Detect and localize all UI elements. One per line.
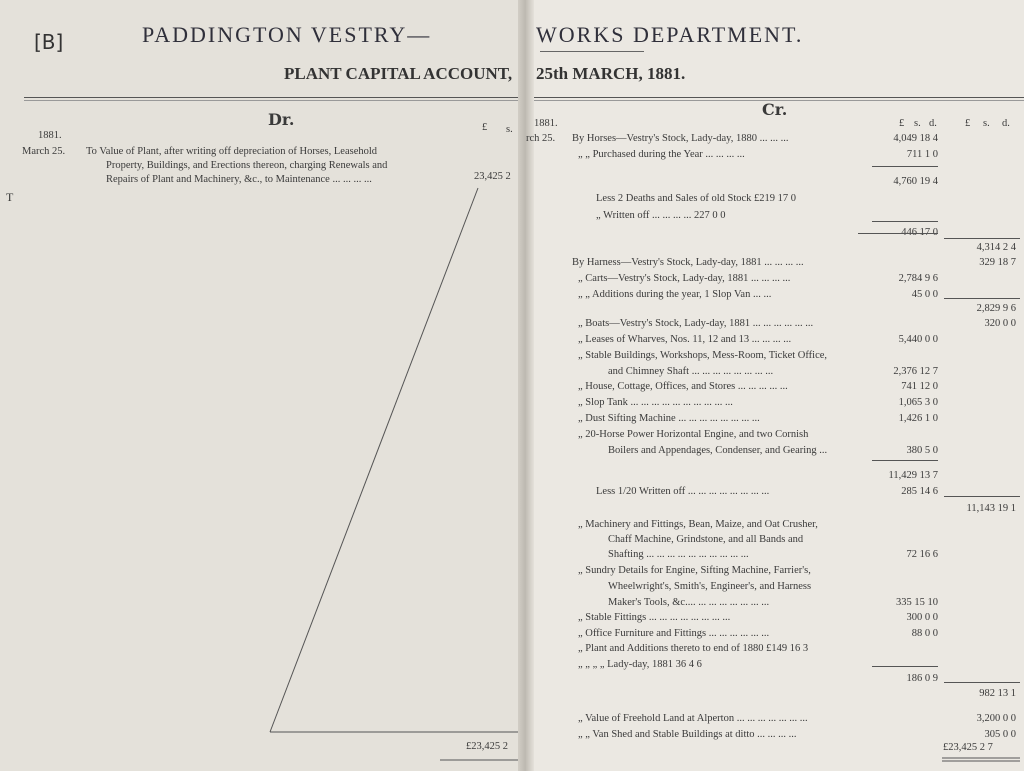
credit-line-amount-col1: 1,426 1 0 — [898, 413, 938, 424]
credit-line-text: By Horses—Vestry's Stock, Lady-day, 1880 ... ... ... — [572, 133, 789, 144]
credit-line-text: „ Stable Buildings, Workshops, Mess-Room, Ticket Office, — [578, 350, 828, 361]
subtitle-left: PLANT CAPITAL ACCOUNT, — [284, 64, 513, 83]
title-right: WORKS DEPARTMENT. — [536, 22, 804, 47]
debit-line-3: Repairs of Plant and Machinery, &c., to Maintenance ... ... ... ... — [106, 174, 372, 185]
credit-line-text: Maker's Tools, &c.... ... ... ... ... ... ... ... — [608, 597, 770, 608]
credit-line-text: „ House, Cottage, Offices, and Stores ... ... ... ... ... — [578, 381, 788, 392]
credit-line-text: Less 2 Deaths and Sales of old Stock £219 17 0 — [596, 193, 797, 204]
credit-line-text: „ Written off ... ... ... ... 227 0 0 — [596, 210, 726, 221]
sum-rule — [872, 221, 938, 222]
credit-line-amount-col2: 3,200 0 0 — [976, 713, 1016, 724]
sum-rule — [944, 496, 1020, 497]
credit-line-text: „ Dust Sifting Machine ... ... ... ... ... ... ... ... — [578, 413, 760, 424]
sum-rule — [872, 460, 938, 461]
credit-date: rch 25. — [526, 133, 556, 144]
sum-rule — [944, 682, 1020, 683]
credit-line-text: Less 1/20 Written off ... ... ... ... ... ... ... ... — [596, 486, 770, 497]
credit-line-amount-col2: 2,829 9 6 — [976, 303, 1016, 314]
debit-amount: 23,425 2 — [474, 171, 511, 182]
credit-line-amount-col1: 741 12 0 — [901, 381, 938, 392]
credit-line-amount-col1: 88 0 0 — [911, 628, 938, 639]
credit-line-amount-col1: 1,065 3 0 — [898, 397, 938, 408]
credit-line-text: „ „ Van Shed and Stable Buildings at ditto ... ... ... ... — [578, 729, 797, 740]
credit-col-pounds-2: £ — [965, 118, 971, 129]
credit-col-shillings-2: s. — [983, 118, 990, 129]
credit-line-text: „ Value of Freehold Land at Alperton ... ... ... ... ... ... ... — [578, 713, 808, 724]
credit-line-amount-col1: 4,049 18 4 — [893, 133, 938, 144]
credit-line-amount-col1: 711 1 0 — [906, 149, 938, 160]
credit-line-amount-col1: 2,784 9 6 — [898, 273, 938, 284]
credit-line-amount-col2: 982 13 1 — [979, 688, 1016, 699]
credit-line-amount-col2: 329 18 7 — [979, 257, 1016, 268]
credit-line-amount-col2: 320 0 0 — [984, 318, 1016, 329]
credit-line-text: „ Slop Tank ... ... ... ... ... ... ... ... ... ... — [578, 397, 733, 408]
sum-rule — [944, 238, 1020, 239]
credit-col-shillings-1: s. — [914, 118, 921, 129]
credit-line-amount-col1: 5,440 0 0 — [898, 334, 938, 345]
debit-heading: Dr. — [268, 110, 295, 129]
sum-rule — [872, 166, 938, 167]
credit-line-amount-col1: 2,376 12 7 — [893, 366, 938, 377]
credit-line-text: Wheelwright's, Smith's, Engineer's, and Harness — [608, 581, 812, 592]
credit-col-pence-2: d. — [1002, 118, 1010, 129]
credit-line-text: Chaff Machine, Grindstone, and all Bands and — [608, 534, 804, 545]
page-label: [B] — [34, 30, 64, 54]
credit-line-text: „ Boats—Vestry's Stock, Lady-day, 1881 ... ... ... ... ... ... — [578, 318, 814, 329]
sum-rule — [872, 666, 938, 667]
credit-col-pounds-1: £ — [899, 118, 905, 129]
credit-line-amount-col2: 11,143 19 1 — [966, 503, 1016, 514]
subtitle-right: 25th MARCH, 1881. — [536, 64, 686, 83]
credit-line-text: „ 20-Horse Power Horizontal Engine, and two Cornish — [578, 429, 809, 440]
credit-line-amount-col1: 285 14 6 — [901, 486, 938, 497]
credit-line-text: „ Office Furniture and Fittings ... ... ... ... ... ... — [578, 628, 770, 639]
credit-line-amount-col1: 380 5 0 — [906, 445, 938, 456]
credit-total: £23,425 2 7 — [943, 742, 993, 753]
credit-line-amount-col1: 45 0 0 — [911, 289, 938, 300]
debit-line-2: Property, Buildings, and Erections thereon, charging Renewals and — [106, 160, 388, 171]
credit-line-text: „ Carts—Vestry's Stock, Lady-day, 1881 ... ... ... ... — [578, 273, 791, 284]
credit-heading: Cr. — [762, 100, 788, 119]
credit-line-amount-col1: 186 0 9 — [906, 673, 938, 684]
margin-mark: T — [6, 190, 14, 204]
credit-year: 1881. — [534, 118, 558, 129]
credit-line-amount-col1: 11,429 13 7 — [888, 470, 938, 481]
credit-line-text: „ „ Purchased during the Year ... ... ... ... — [578, 149, 745, 160]
credit-line-text: „ „ Additions during the year, 1 Slop Van ... ... — [578, 289, 772, 300]
credit-line-text: Shafting ... ... ... ... ... ... ... ... ... ... — [608, 549, 749, 560]
credit-line-text: „ „ „ „ Lady-day, 1881 36 4 6 — [578, 659, 702, 670]
credit-line-amount-col1: 72 16 6 — [906, 549, 938, 560]
credit-line-text: „ Plant and Additions thereto to end of 1880 £149 16 3 — [578, 643, 809, 654]
title-left: PADDINGTON VESTRY— — [142, 22, 432, 47]
credit-line-amount-col2: 305 0 0 — [984, 729, 1016, 740]
sum-rule — [944, 298, 1020, 299]
credit-line-text: „ Leases of Wharves, Nos. 11, 12 and 13 ... ... ... ... — [578, 334, 792, 345]
credit-line-amount-col2: 4,314 2 4 — [976, 242, 1016, 253]
credit-line-text: „ Stable Fittings ... ... ... ... ... ... ... ... — [578, 612, 731, 623]
credit-line-text: „ Sundry Details for Engine, Sifting Machine, Farrier's, — [578, 565, 811, 576]
debit-total: £23,425 2 — [466, 741, 508, 752]
credit-line-amount-col1: 300 0 0 — [906, 612, 938, 623]
debit-year: 1881. — [38, 130, 62, 141]
credit-line-amount-col1: 4,760 19 4 — [893, 176, 938, 187]
credit-line-amount-col1: 335 15 10 — [896, 597, 938, 608]
credit-col-pence-1: d. — [929, 118, 937, 129]
credit-line-text: „ Machinery and Fittings, Bean, Maize, and Oat Crusher, — [578, 519, 818, 530]
credit-line-text: By Harness—Vestry's Stock, Lady-day, 1881 ... ... ... ... — [572, 257, 804, 268]
credit-line-text: Boilers and Appendages, Condenser, and Gearing ... — [608, 445, 828, 456]
debit-line-1: To Value of Plant, after writing off depreciation of Horses, Leasehold — [86, 146, 378, 157]
debit-date: March 25. — [22, 146, 66, 157]
credit-line-text: and Chimney Shaft ... ... ... ... ... ... ... ... — [608, 366, 774, 377]
sum-rule — [858, 233, 938, 234]
debit-col-shillings: s. — [506, 124, 513, 135]
debit-col-pounds: £ — [482, 122, 488, 133]
